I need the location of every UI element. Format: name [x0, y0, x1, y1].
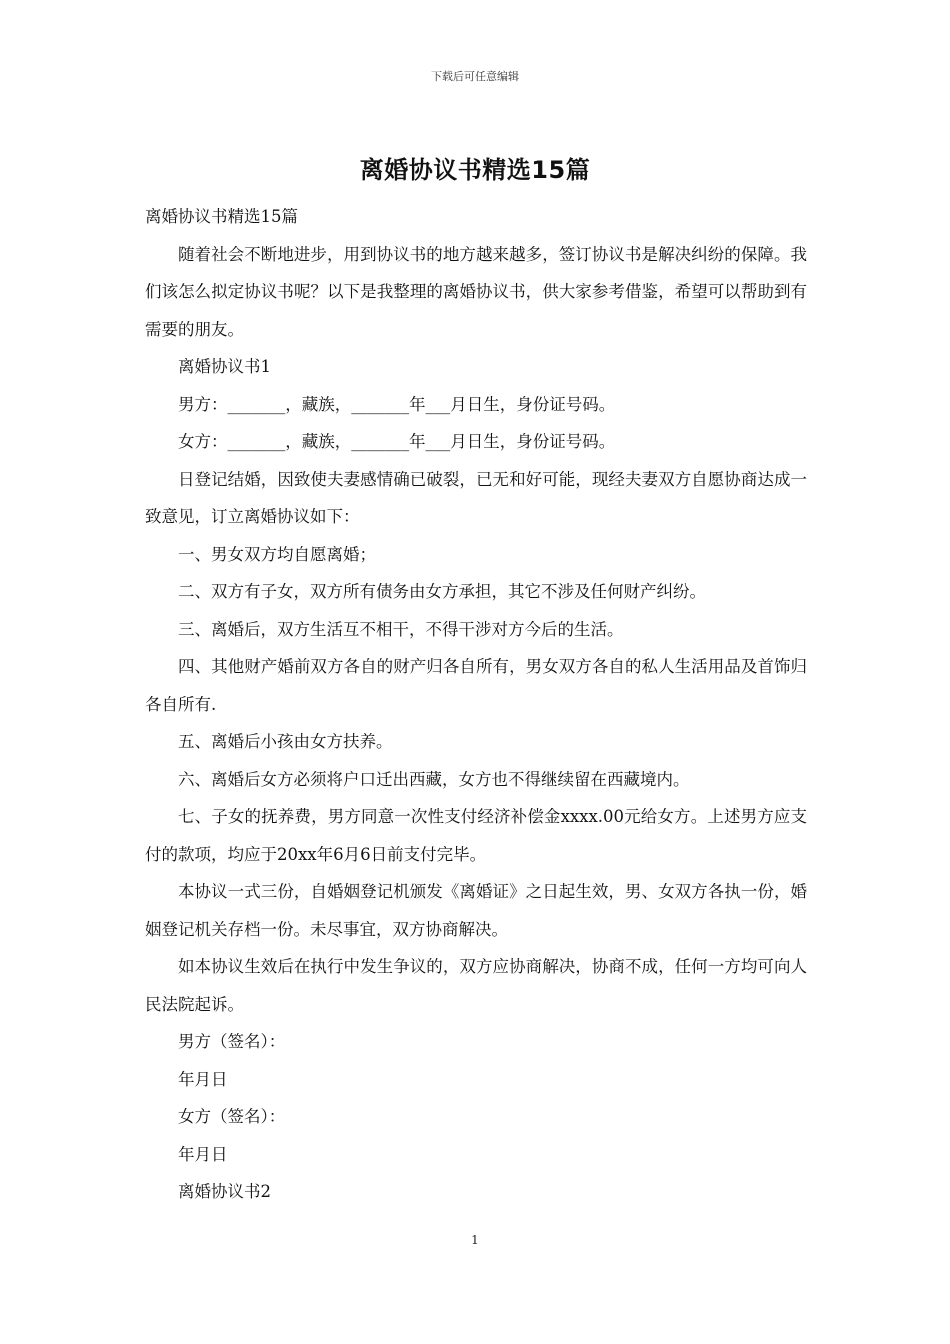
signature-date-husband: 年月日: [178, 1069, 228, 1089]
paragraph-husband-info: 男方：_______，藏族，_______年___月日生，身份证号码。: [178, 394, 616, 414]
document-body: [145, 198, 807, 1211]
paragraph-marriage-statement: 日登记结婚，因致使夫妻感情确已破裂，已无和好可能，现经夫妻双方自愿协商达成一致意见，订立离婚协议如下：: [145, 469, 807, 526]
paragraph-intro: 随着社会不断地进步，用到协议书的地方越来越多，签订协议书是解决纠纷的保障。我们该怎么拟定协议书呢？以下是我整理的离婚协议书，供大家参考借鉴，希望可以帮助到有需要的朋友。: [145, 244, 807, 339]
section-heading-agreement-1: 离婚协议书1: [178, 357, 271, 376]
paragraph-wife-info: 女方：_______，藏族，_______年___月日生，身份证号码。: [178, 432, 616, 451]
document-subtitle: 离婚协议书精选15篇: [145, 207, 298, 226]
document-title: 离婚协议书精选15篇: [359, 156, 591, 184]
clause-4: 四、其他财产婚前双方各自的财产归各自所有，男女双方各自的私人生活用品及首饰归各自所有.: [145, 657, 807, 714]
signature-wife: 女方（签名）：: [178, 1107, 286, 1126]
clause-7: 七、子女的抚养费，男方同意一次性支付经济补偿金xxxx.00元给女方。上述男方应支付的款项，均应于20xx年6月6日前支付完毕。: [145, 807, 807, 864]
clause-5: 五、离婚后小孩由女方扶养。: [178, 732, 393, 751]
page-number: 1: [471, 1233, 479, 1247]
paragraph-copies: 本协议一式三份，自婚姻登记机颁发《离婚证》之日起生效，男、女双方各执一份，婚姻登记机关存档一份。未尽事宜，双方协商解决。: [145, 882, 807, 939]
clause-3: 三、离婚后，双方生活互不相干，不得干涉对方今后的生活。: [178, 619, 624, 639]
clause-1: 一、男女双方均自愿离婚；: [178, 544, 376, 564]
header-note: 下载后可任意编辑: [431, 70, 519, 83]
clause-2: 二、双方有子女，双方所有债务由女方承担，其它不涉及任何财产纠纷。: [178, 582, 706, 601]
section-heading-agreement-2: 离婚协议书2: [178, 1182, 271, 1201]
signature-husband: 男方（签名）：: [178, 1032, 286, 1051]
paragraph-disputes: 如本协议生效后在执行中发生争议的，双方应协商解决，协商不成，任何一方均可向人民法院起诉。: [145, 957, 807, 1014]
signature-date-wife: 年月日: [178, 1144, 228, 1164]
clause-6: 六、离婚后女方必须将户口迁出西藏，女方也不得继续留在西藏境内。: [178, 769, 690, 789]
